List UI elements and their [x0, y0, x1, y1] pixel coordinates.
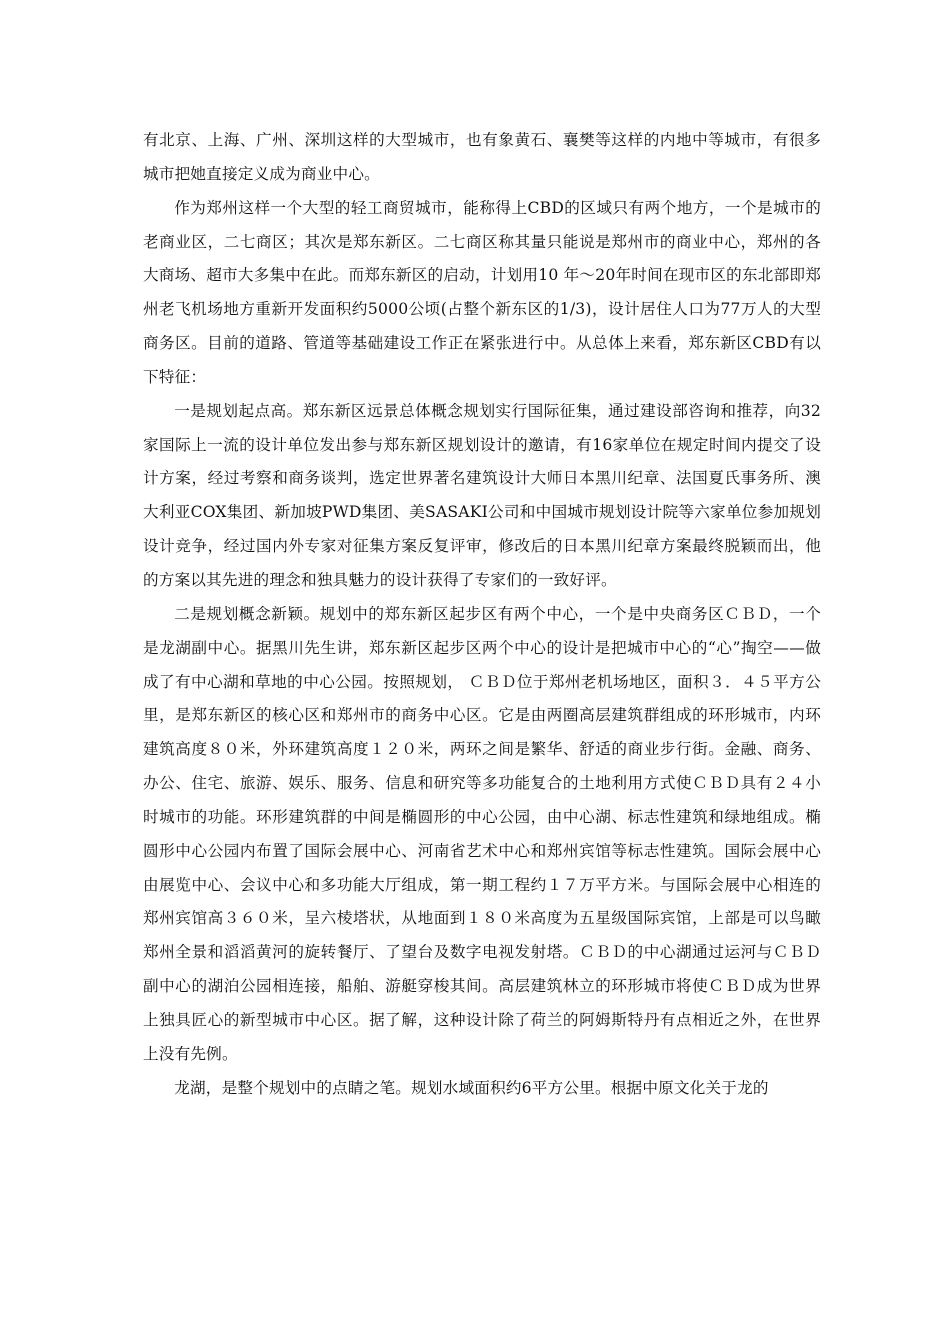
paragraph-dragon-lake: 龙湖，是整个规划中的点睛之笔。规划水域面积约6平方公里。根据中原文化关于龙的 [174, 1078, 769, 1097]
paragraph-planning-high-start: 一是规划起点高。郑东新区远景总体概念规划实行国际征集，通过建设部咨询和推荐，向32家国际上一流的设计单位发出参与郑东新区规划设计的邀请，有16家单位在规定时间内提交了设计方案，经过考察和商务谈判，选定世界著名建筑设计大师日本黑川纪章、法国夏氏事务所、澳大利亚COX集团、新加坡PWD集团、美SASAKI公司和中国城市规划设计院等六家单位参加规划设计竞争，经过国内外专家对征集方案反复评审，修改后的日本黑川纪章方案最终脱颖而出，他的方案以其先进的理念和独具魅力的设计获得了专家们的一致好评。 [143, 401, 821, 589]
paragraph-novel-planning-concept: 二是规划概念新颖。规划中的郑东新区起步区有两个中心，一个是中央商务区ＣＢＤ，一个是龙湖副中心。据黑川先生讲，郑东新区起步区两个中心的设计是把城市中心的“心”掏空——做成了有中心湖和草地的中心公园。按照规划， ＣＢＤ位于郑州老机场地区，面积３．４５平方公里，是郑东新区的核心区和郑州市的商务中心区。它是由两圈高层建筑群组成的环形城市，内环建筑高度８０米，外环建筑高度１２０米，两环之间是繁华、舒适的商业步行街。金融、商务、办公、住宅、旅游、娱乐、服务、信息和研究等多功能复合的土地利用方式使ＣＢＤ具有２４小时城市的功能。环形建筑群的中间是椭圆形的中心公园，由中心湖、标志性建筑和绿地组成。椭圆形中心公园内布置了国际会展中心、河南省艺术中心和郑州宾馆等标志性建筑。国际会展中心由展览中心、会议中心和多功能大厅组成，第一期工程约１７万平方米。与国际会展中心相连的郑州宾馆高３６０米，呈六棱塔状，从地面到１８０米高度为五星级国际宾馆，上部是可以鸟瞰郑州全景和滔滔黄河的旋转餐厅、了望台及数字电视发射塔。ＣＢＤ的中心湖通过运河与ＣＢＤ副中心的湖泊公园相连接，船舶、游艇穿梭其间。高层建筑林立的环形城市将使ＣＢＤ成为世界上独具匠心的新型城市中心区。据了解，这种设计除了荷兰的阿姆斯特丹有点相近之外，在世界上没有先例。 [143, 604, 821, 1063]
paragraph-continued: 有北京、上海、广州、深圳这样的大型城市，也有象黄石、襄樊等这样的内地中等城市，有很多城市把她直接定义成为商业中心。 [143, 131, 821, 183]
paragraph-zhengzhou-cbd-areas: 作为郑州这样一个大型的轻工商贸城市，能称得上CBD的区域只有两个地方，一个是城市的老商业区，二七商区；其次是郑东新区。二七商区称其量只能说是郑州市的商业中心，郑州的各大商场、超市大多集中在此。而郑东新区的启动，计划用10 年～20年时间在现市区的东北部即郑州老飞机场地方重新开发面积约5000公顷(占整个新东区的1/3)，设计居住人口为77万人的大型商务区。目前的道路、管道等基础建设工作正在紧张进行中。从总体上来看，郑东新区CBD有以下特征： [143, 198, 821, 386]
body-text [143, 124, 821, 1105]
